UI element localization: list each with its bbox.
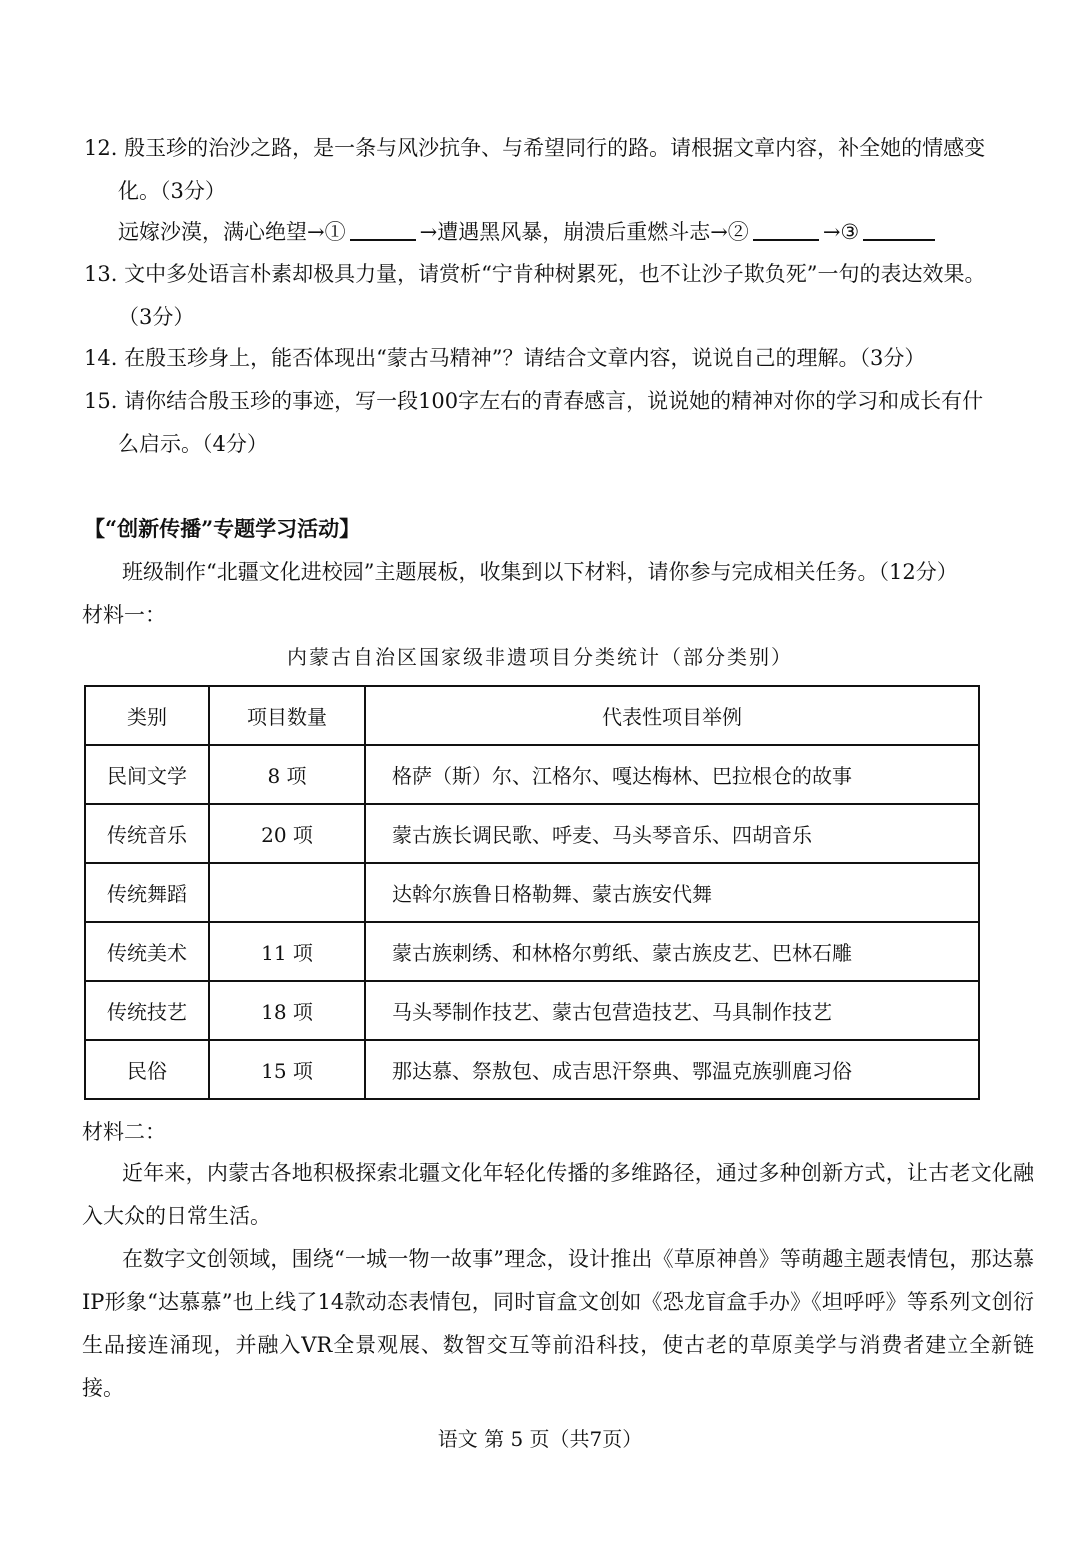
table-caption: 内蒙古自治区国家级非遗项目分类统计（部分类别） (287, 645, 793, 669)
chain-part-1: 远嫁沙漠，满心绝望→① (118, 220, 346, 244)
cell-count: 11 项 (209, 922, 365, 981)
cell-count: 15 项 (209, 1040, 365, 1099)
heritage-stats-table (84, 685, 980, 1100)
question-13-line-1: 13. 文中多处语言朴素却极具力量，请赏析“宁肯种树累死，也不让沙子欺负死”一句的表达效果。 (84, 262, 986, 286)
cell-count-blank[interactable] (209, 863, 365, 922)
cell-examples: 蒙古族刺绣、和林格尔剪纸、蒙古族皮艺、巴林石雕 (365, 922, 979, 981)
answer-blank-3[interactable] (863, 221, 935, 241)
table-row (85, 1040, 979, 1099)
table-row (85, 981, 979, 1040)
table-row (85, 922, 979, 981)
header-count: 项目数量 (209, 686, 365, 745)
question-12-emotion-chain (118, 217, 939, 247)
table-header-row (85, 686, 979, 745)
material-2-paragraph-2: 在数字文创领域，围绕“一城一物一故事”理念，设计推出《草原神兽》等萌趣主题表情包，那达慕IP形象“达慕慕”也上线了14款动态表情包，同时盲盒文创如《恐龙盲盒手办》《坦呼呼》等系列文创衍生品接连涌现，并融入VR全景观展、数智交互等前沿科技，使古老的草原美学与消费者建立全新链接。 (82, 1247, 1034, 1400)
cell-examples: 达斡尔族鲁日格勒舞、蒙古族安代舞 (365, 863, 979, 922)
cell-category: 民俗 (85, 1040, 209, 1099)
table-row (85, 804, 979, 863)
cell-category: 传统美术 (85, 922, 209, 981)
material-1-label: 材料一： (82, 603, 166, 627)
cell-count: 8 项 (209, 745, 365, 804)
question-12-line-2: 化。（3分） (118, 179, 226, 203)
cell-examples: 格萨（斯）尔、江格尔、嘎达梅林、巴拉根仓的故事 (365, 745, 979, 804)
cell-examples: 蒙古族长调民歌、呼麦、马头琴音乐、四胡音乐 (365, 804, 979, 863)
question-15-line-1: 15. 请你结合殷玉珍的事迹，写一段100字左右的青春感言，说说她的精神对你的学习和成长有什 (84, 389, 984, 413)
page-footer: 语文 第 5 页（共7页） (437, 1427, 643, 1451)
cell-examples: 马头琴制作技艺、蒙古包营造技艺、马具制作技艺 (365, 981, 979, 1040)
material-2-paragraph-1: 近年来，内蒙古各地积极探索北疆文化年轻化传播的多维路径，通过多种创新方式，让古老文化融入大众的日常生活。 (82, 1161, 1034, 1228)
question-13-line-2: （3分） (118, 305, 195, 329)
header-examples: 代表性项目举例 (365, 686, 979, 745)
cell-category: 传统舞蹈 (85, 863, 209, 922)
answer-blank-2[interactable] (753, 221, 819, 241)
cell-count: 18 项 (209, 981, 365, 1040)
table-row (85, 745, 979, 804)
cell-category: 传统音乐 (85, 804, 209, 863)
question-15-line-2: 么启示。（4分） (118, 432, 268, 456)
activity-intro: 班级制作“北疆文化进校园”主题展板，收集到以下材料，请你参与完成相关任务。（12分） (122, 560, 958, 584)
question-12-line-1: 12. 殷玉珍的治沙之路，是一条与风沙抗争、与希望同行的路。请根据文章内容，补全她的情感变 (84, 136, 986, 160)
question-14: 14. 在殷玉珍身上，能否体现出“蒙古马精神”？请结合文章内容，说说自己的理解。（3分） (84, 346, 926, 370)
chain-part-3: →③ (822, 220, 860, 244)
material-2-label: 材料二： (82, 1120, 166, 1144)
cell-category: 民间文学 (85, 745, 209, 804)
cell-count: 20 项 (209, 804, 365, 863)
cell-examples: 那达慕、祭敖包、成吉思汗祭典、鄂温克族驯鹿习俗 (365, 1040, 979, 1099)
chain-part-2: →遭遇黑风暴，崩溃后重燃斗志→② (419, 220, 749, 244)
cell-category: 传统技艺 (85, 981, 209, 1040)
header-category: 类别 (85, 686, 209, 745)
table-row (85, 863, 979, 922)
activity-title: 【“创新传播”专题学习活动】 (84, 516, 361, 541)
answer-blank-1[interactable] (350, 221, 416, 241)
